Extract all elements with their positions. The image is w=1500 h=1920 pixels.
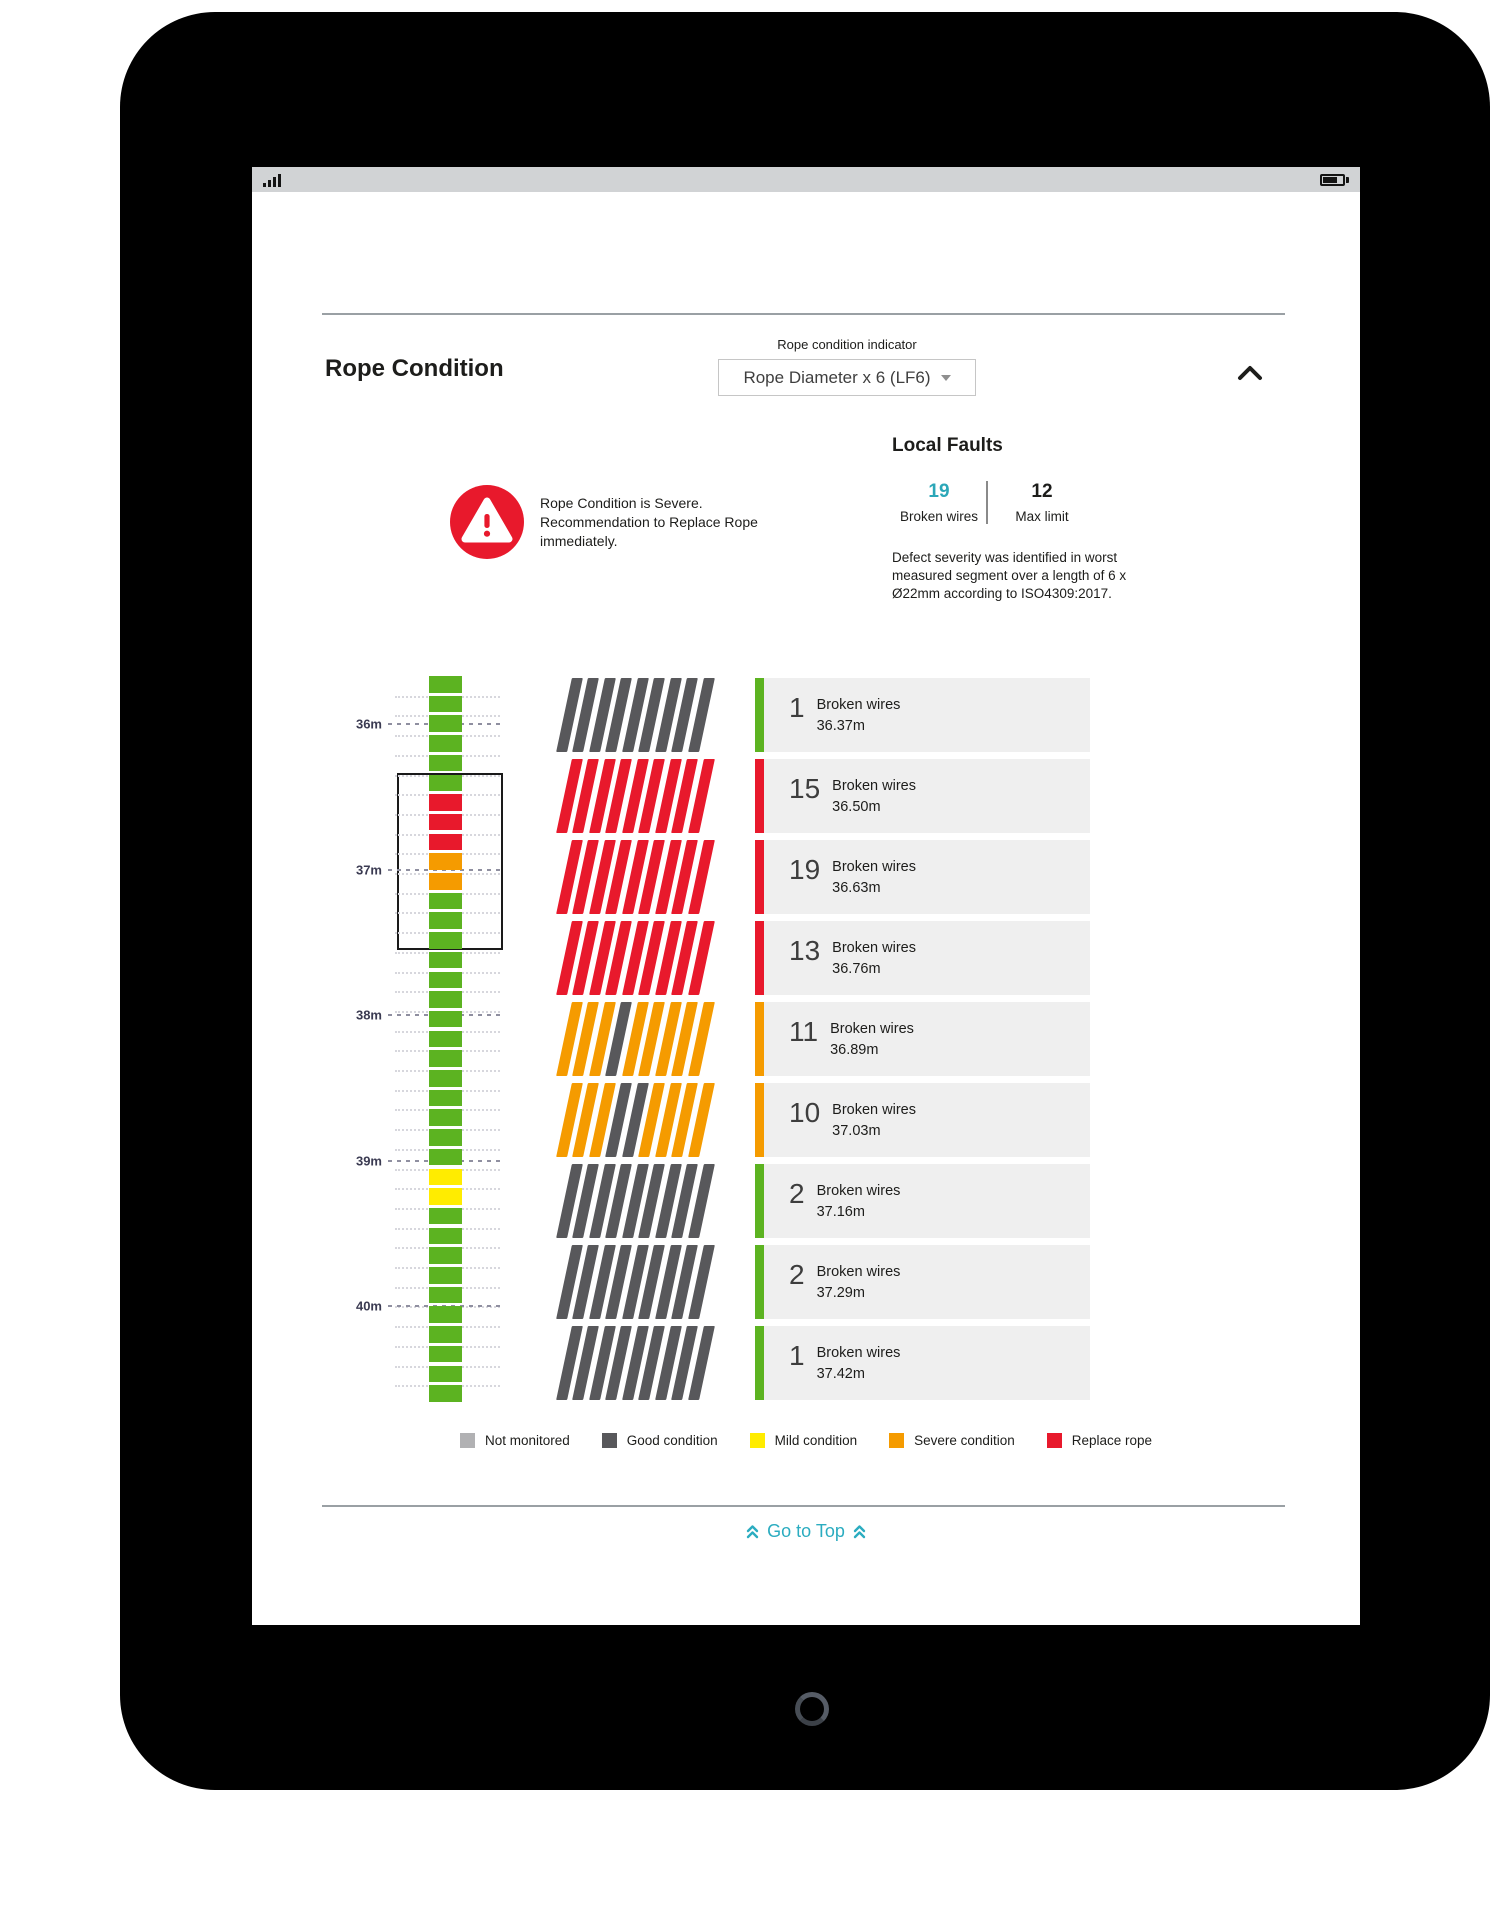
rope-segment xyxy=(429,1169,462,1186)
legend-swatch xyxy=(750,1433,765,1448)
rope-segment xyxy=(429,1385,462,1402)
max-limit-label: Max limit xyxy=(1015,509,1069,524)
rope-segment xyxy=(429,1149,462,1166)
fault-position: 36.76m xyxy=(832,960,881,977)
rope-segment xyxy=(429,1346,462,1363)
legend-label: Replace rope xyxy=(1071,1433,1153,1448)
legend-label: Severe condition xyxy=(914,1433,1015,1448)
broken-wires-value: 19 xyxy=(928,481,950,502)
legend-swatch xyxy=(460,1433,475,1448)
rope-segment xyxy=(429,1306,462,1323)
fault-unit-label: Broken wires xyxy=(830,1020,914,1037)
meter-label: 36m xyxy=(355,716,382,732)
chevron-down-icon xyxy=(941,375,951,381)
fault-unit-label: Broken wires xyxy=(816,696,901,713)
hatch-block xyxy=(564,921,712,995)
broken-wires-stat xyxy=(892,481,986,524)
fault-text xyxy=(832,1102,916,1139)
rope-segment xyxy=(429,1228,462,1245)
fault-unit-label: Broken wires xyxy=(832,777,916,794)
fault-count: 15 xyxy=(789,773,821,804)
fault-position: 37.29m xyxy=(816,1284,865,1301)
fault-count: 13 xyxy=(789,935,821,966)
battery-icon xyxy=(1320,174,1349,186)
rope-segment xyxy=(429,932,462,949)
fault-text xyxy=(832,859,916,896)
fault-row xyxy=(755,1245,1090,1319)
rope-segment xyxy=(429,735,462,752)
rope-segment xyxy=(429,873,462,890)
hatch-block xyxy=(564,759,712,833)
rope-segment xyxy=(429,1208,462,1225)
status-bar xyxy=(252,167,1360,192)
rope-indicator-dropdown[interactable] xyxy=(718,359,976,396)
rope-segment xyxy=(429,1011,462,1028)
fault-count: 2 xyxy=(789,1178,805,1209)
legend-swatch xyxy=(889,1433,904,1448)
fault-text xyxy=(817,1345,901,1382)
rope-condition-indicator xyxy=(718,337,976,396)
collapse-section-button[interactable] xyxy=(1236,363,1264,385)
go-to-top-label: Go to Top xyxy=(767,1521,845,1541)
legend-swatch xyxy=(602,1433,617,1448)
page-title: Rope Condition xyxy=(325,355,504,382)
rope-segment xyxy=(429,972,462,989)
home-button[interactable] xyxy=(795,1692,829,1726)
local-faults-description: Defect severity was identified in worst measured segment over a length of 6 x Ø22mm according to ISO4309:2017. xyxy=(892,550,1127,601)
legend-item xyxy=(460,1433,570,1448)
hatch-block xyxy=(564,1164,712,1238)
hatch-block xyxy=(564,1245,712,1319)
hatch-block xyxy=(564,1326,712,1400)
fault-row xyxy=(755,1083,1090,1157)
legend-label: Not monitored xyxy=(484,1433,570,1448)
rope-segment xyxy=(429,1070,462,1087)
fault-position: 36.63m xyxy=(832,879,881,896)
hatch-block xyxy=(564,1083,712,1157)
meter-label: 39m xyxy=(355,1153,382,1169)
rope-segment xyxy=(429,775,462,792)
alert-message: Rope Condition is Severe. Recommendation to Replace Rope immediately. xyxy=(540,495,758,549)
rope-segment xyxy=(429,952,462,969)
rope-segment xyxy=(429,912,462,929)
fault-position: 37.42m xyxy=(816,1365,865,1382)
fault-position: 36.37m xyxy=(816,717,865,734)
fault-unit-label: Broken wires xyxy=(832,1101,916,1118)
hatch-block xyxy=(564,1002,712,1076)
rope-segment xyxy=(429,715,462,732)
rope-segment xyxy=(429,755,462,772)
fault-row xyxy=(755,1326,1090,1400)
meter-label: 38m xyxy=(355,1007,382,1023)
legend-swatch xyxy=(1047,1433,1062,1448)
cellular-signal-icon xyxy=(263,173,281,187)
tablet-screen xyxy=(252,167,1360,1625)
section-divider-bottom xyxy=(322,1505,1285,1507)
max-limit-value: 12 xyxy=(1031,481,1053,502)
fault-row xyxy=(755,840,1090,914)
legend-item xyxy=(750,1433,858,1448)
fault-text xyxy=(830,1021,914,1058)
section-divider-top xyxy=(322,313,1285,315)
rope-segment xyxy=(429,696,462,713)
fault-text xyxy=(817,1183,901,1220)
rope-segment xyxy=(429,1129,462,1146)
max-limit-stat xyxy=(986,481,1078,524)
fault-position: 37.16m xyxy=(816,1203,865,1220)
double-chevron-up-icon xyxy=(853,1523,866,1540)
rope-segment xyxy=(429,1267,462,1284)
fault-count: 19 xyxy=(789,854,821,885)
legend-label: Good condition xyxy=(626,1433,718,1448)
fault-unit-label: Broken wires xyxy=(816,1182,901,1199)
hatch-block xyxy=(564,840,712,914)
legend-label: Mild condition xyxy=(774,1433,858,1448)
rope-chart xyxy=(322,671,1285,1411)
fault-unit-label: Broken wires xyxy=(832,858,916,875)
fault-unit-label: Broken wires xyxy=(816,1263,901,1280)
rope-segment xyxy=(429,1050,462,1067)
rope-segment xyxy=(429,1090,462,1107)
chevron-up-icon xyxy=(1237,364,1263,382)
rope-segment xyxy=(429,1287,462,1304)
dropdown-selected-value: Rope Diameter x 6 (LF6) xyxy=(743,367,931,387)
fault-count: 1 xyxy=(789,1340,805,1371)
chart-legend xyxy=(252,1433,1360,1448)
fault-count: 11 xyxy=(789,1016,819,1047)
local-faults-stats xyxy=(892,481,1078,524)
fault-text xyxy=(817,1264,901,1301)
broken-wires-label: Broken wires xyxy=(899,509,979,524)
meter-label: 40m xyxy=(355,1298,382,1314)
meter-label: 37m xyxy=(355,862,382,878)
go-to-top-link[interactable] xyxy=(252,1521,1360,1542)
rope-segment xyxy=(429,814,462,831)
fault-row xyxy=(755,759,1090,833)
legend-item xyxy=(1047,1433,1152,1448)
rope-segment xyxy=(429,794,462,811)
fault-count: 2 xyxy=(789,1259,805,1290)
rope-segment xyxy=(429,893,462,910)
rope-segment xyxy=(429,1188,462,1205)
fault-row xyxy=(755,678,1090,752)
double-chevron-up-icon xyxy=(746,1523,759,1540)
fault-text xyxy=(817,697,901,734)
fault-position: 36.50m xyxy=(832,798,881,815)
rope-segment xyxy=(429,834,462,851)
rope-segment xyxy=(429,1031,462,1048)
rope-segment xyxy=(429,1247,462,1264)
fault-count: 10 xyxy=(789,1097,821,1128)
legend-item xyxy=(602,1433,718,1448)
fault-count: 1 xyxy=(789,692,805,723)
warning-icon xyxy=(450,485,524,559)
rope-segment xyxy=(429,1326,462,1343)
legend-item xyxy=(889,1433,1015,1448)
rope-segment xyxy=(429,1109,462,1126)
rope-segment xyxy=(429,676,462,693)
fault-row xyxy=(755,1164,1090,1238)
hatch-block xyxy=(564,678,712,752)
fault-position: 37.03m xyxy=(832,1122,881,1139)
fault-unit-label: Broken wires xyxy=(816,1344,901,1361)
fault-text xyxy=(832,778,916,815)
rope-segment xyxy=(429,1366,462,1383)
fault-row xyxy=(755,921,1090,995)
fault-row xyxy=(755,1002,1090,1076)
rope-segment xyxy=(429,853,462,870)
fault-unit-label: Broken wires xyxy=(832,939,916,956)
indicator-label: Rope condition indicator xyxy=(777,337,917,352)
tablet-frame xyxy=(120,12,1490,1790)
rope-segment xyxy=(429,991,462,1008)
local-faults-title: Local Faults xyxy=(892,435,1003,456)
fault-text xyxy=(832,940,916,977)
fault-position: 36.89m xyxy=(830,1041,879,1058)
